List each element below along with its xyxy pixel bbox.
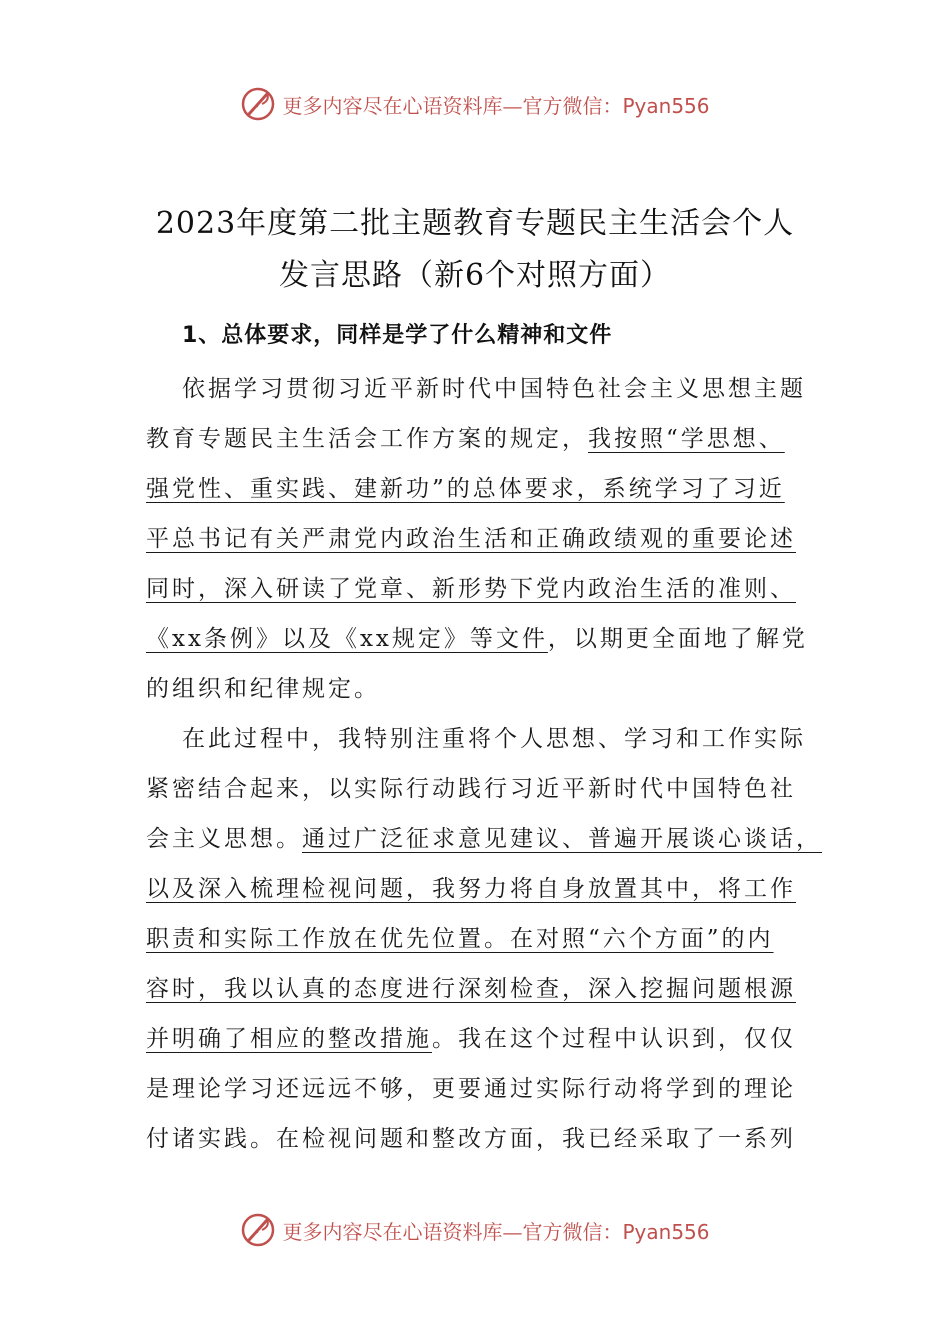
- paragraph-1-line: [146, 564, 826, 614]
- underlined-text: 并明确了相应的整改措施: [146, 1026, 432, 1052]
- underlined-text: 同时，深入研读了党章、新形势下党内政治生活的准则、: [146, 576, 796, 602]
- paragraph-2-line: 付诸实践。在检视问题和整改方面，我已经采取了一系列: [146, 1126, 796, 1152]
- paragraph-2-line: 在此过程中，我特别注重将个人思想、学习和工作实际: [182, 726, 806, 752]
- paragraph-2-line: 是理论学习还远远不够，更要通过实际行动将学到的理论: [146, 1076, 796, 1102]
- quill-logo-icon: [240, 1212, 276, 1248]
- paragraph-1-line: 的组织和纪律规定。: [146, 676, 380, 702]
- underlined-text: 通过广泛征求意见建议、普遍开展谈心谈话，: [302, 826, 822, 852]
- underlined-text: 我按照“学思想、: [588, 426, 785, 452]
- paragraph-2-line: [146, 964, 826, 1014]
- watermark-banner-top: [0, 82, 950, 126]
- paragraph-2-line: 会主义思想。通过广泛征求意见建议、普遍开展谈心谈话，: [146, 826, 822, 852]
- title-line-1: 2023年度第二批主题教育专题民主生活会个人: [155, 206, 795, 241]
- document-body: [146, 364, 826, 1164]
- paragraph-1-line: 依据学习贯彻习近平新时代中国特色社会主义思想主题: [182, 376, 806, 402]
- paragraph-2-line: [146, 914, 826, 964]
- paragraph-1-line: [146, 514, 826, 564]
- document-title: [120, 198, 830, 302]
- paragraph-1-line: 教育专题民主生活会工作方案的规定，我按照“学思想、: [146, 426, 785, 452]
- underlined-text: 职责和实际工作放在优先位置。在对照“六个方面”的内: [146, 926, 774, 952]
- title-line-2: 发言思路（新6个对照方面）: [278, 258, 672, 293]
- section-heading: 1、总体要求，同样是学了什么精神和文件: [182, 323, 613, 348]
- paragraph-1-line: 《xx条例》以及《xx规定》等文件，以期更全面地了解党: [146, 626, 808, 652]
- watermark-text: 更多内容尽在心语资料库—官方微信：Pyan556: [282, 93, 710, 118]
- quill-logo-icon: [240, 86, 276, 122]
- paragraph-2-line: 紧密结合起来，以实际行动践行习近平新时代中国特色社: [146, 776, 796, 802]
- watermark-id: Pyan556: [622, 93, 710, 118]
- underlined-text: 强党性、重实践、建新功”的总体要求，系统学习了习近: [146, 476, 785, 502]
- watermark-id: Pyan556: [622, 1219, 710, 1244]
- underlined-text: 平总书记有关严肃党内政治生活和正确政绩观的重要论述: [146, 526, 796, 552]
- underlined-text: 容时，我以认真的态度进行深刻检查，深入挖掘问题根源: [146, 976, 796, 1002]
- underlined-text: 《xx条例》以及《xx规定》等文件: [146, 626, 548, 652]
- watermark-text: 更多内容尽在心语资料库—官方微信：Pyan556: [282, 1219, 710, 1244]
- paragraph-1-line: [146, 464, 826, 514]
- underlined-text: 以及深入梳理检视问题，我努力将自身放置其中，将工作: [146, 876, 796, 902]
- paragraph-2-line: 并明确了相应的整改措施。我在这个过程中认识到，仅仅: [146, 1026, 796, 1052]
- paragraph-2-line: [146, 864, 826, 914]
- watermark-banner-bottom: [0, 1208, 950, 1252]
